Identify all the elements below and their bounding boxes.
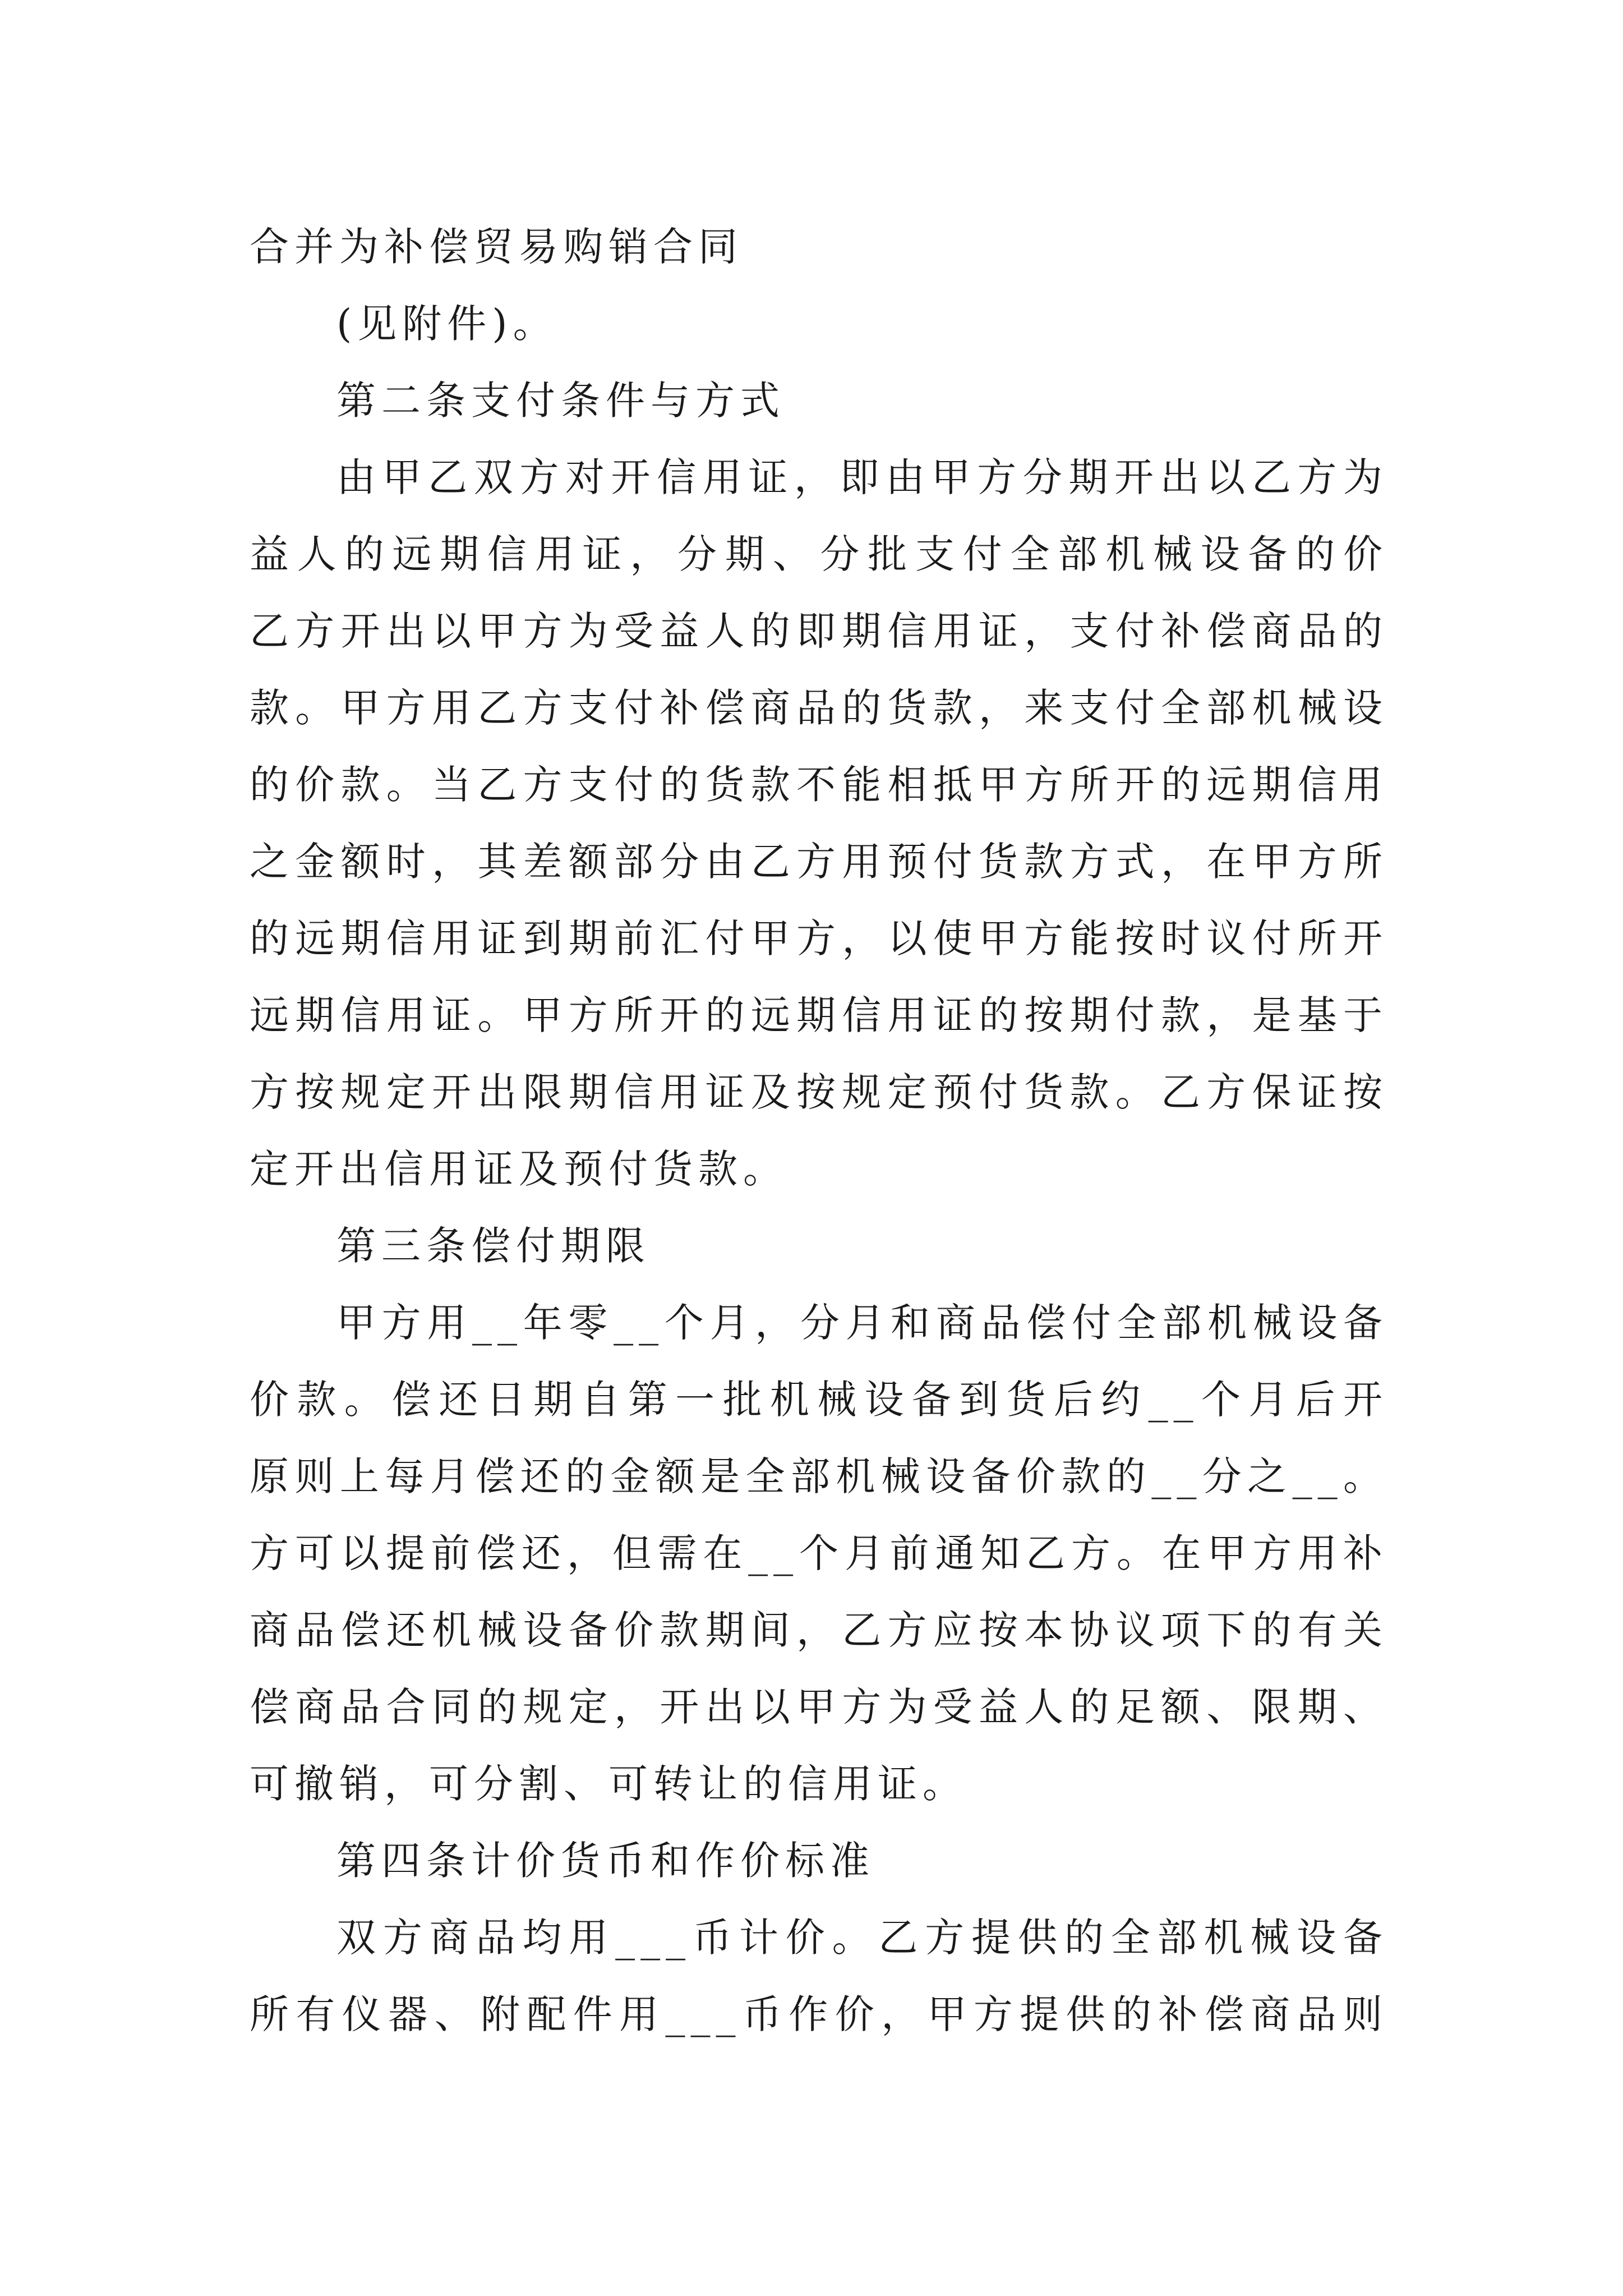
text-line: 方可以提前偿还，但需在__个月前通知乙方。在甲方用补 [250,1530,1388,1576]
section-heading-article-2: 第二条支付条件与方式 [336,378,785,424]
text-line: 商品偿还机械设备价款期间，乙方应按本协议项下的有关 [250,1607,1388,1653]
text-line: 双方商品均用___币计价。乙方提供的全部机械设备 [336,1915,1388,1961]
text-line: 乙方开出以甲方为受益人的即期信用证，支付补偿商品的 [250,608,1388,654]
section-heading-article-3: 第三条偿付期限 [336,1223,651,1269]
text-line: 合并为补偿贸易购销合同 [250,224,743,270]
text-line: 价款。偿还日期自第一批机械设备到货后约__个月后开 [250,1377,1388,1423]
text-line: 方按规定开出限期信用证及按规定预付货款。乙方保证按 [250,1069,1388,1115]
text-line: 偿商品合同的规定，开出以甲方为受益人的足额、限期、 [250,1684,1388,1730]
text-line: 可撤销，可分割、可转让的信用证。 [250,1761,967,1807]
text-line: 益人的远期信用证，分期、分批支付全部机械设备的价 [250,531,1388,577]
text-line: 由甲乙双方对开信用证，即由甲方分期开出以乙方为 [336,454,1388,500]
text-line: 甲方用__年零__个月，分月和商品偿付全部机械设备 [336,1300,1388,1346]
text-line: 之金额时，其差额部分由乙方用预付货款方式，在甲方所 [250,839,1388,885]
text-line: 所有仪器、附配件用___币作价，甲方提供的补偿商品则 [250,1991,1388,2037]
text-line: 定开出信用证及预付货款。 [250,1146,788,1192]
text-line: 原则上每月偿还的金额是全部机械设备价款的__分之__。 [250,1453,1388,1499]
section-heading-article-4: 第四条计价货币和作价标准 [336,1838,875,1884]
text-line: 的价款。当乙方支付的货款不能相抵甲方所开的远期信用 [250,762,1388,808]
text-line: (见附件)。 [336,301,558,347]
text-line: 款。甲方用乙方支付补偿商品的货款，来支付全部机械设 [250,685,1388,731]
text-line: 远期信用证。甲方所开的远期信用证的按期付款，是基于 [250,992,1388,1038]
document-body [250,209,1388,2053]
text-line: 的远期信用证到期前汇付甲方，以使甲方能按时议付所开 [250,915,1388,961]
